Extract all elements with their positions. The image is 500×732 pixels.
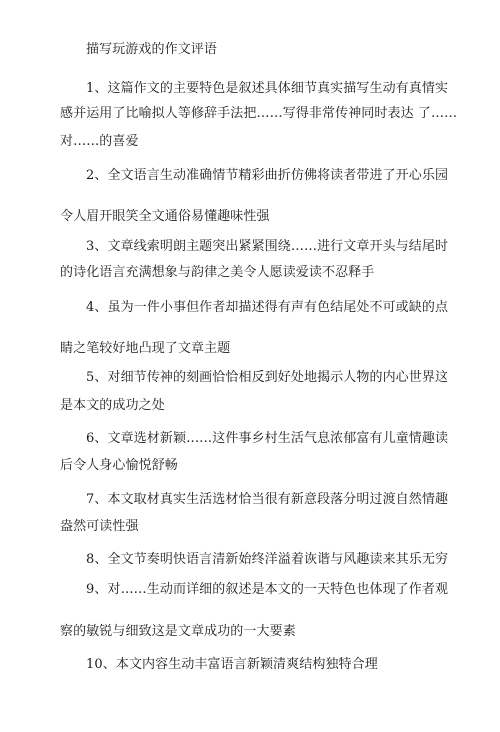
comment-6-line-2: 后令人身心愉悦舒畅 [60,458,178,473]
comment-1-line-3: 对……的喜爱 [60,134,139,149]
comment-8-line-1: 8、全文节奏明快语言清新始终洋溢着诙谐与风趣读来其乐无穷 [86,552,449,567]
comment-7-line-1: 7、本文取材真实生活选材恰当很有新意段落分明过渡自然情趣 [86,492,449,507]
comment-4-line-1: 4、虽为一件小事但作者却描述得有声有色结尾处不可或缺的点 [86,300,449,315]
comment-9-line-2: 察的敏锐与细致这是文章成功的一大要素 [60,624,296,639]
comment-1-line-2: 感并运用了比喻拟人等修辞手法把……写得非常传神同时表达 了…… [60,106,458,121]
comment-5-line-1: 5、对细节传神的刻画恰恰相反到好处地揭示人物的内心世界这 [86,370,449,385]
comment-1-line-1: 1、这篇作文的主要特色是叙述具体细节真实描写生动有真情实 [86,81,449,96]
comment-4-line-2: 睛之笔较好地凸现了文章主题 [60,341,231,356]
comment-3-line-1: 3、文章线索明朗主题突出紧紧围绕……进行文章开头与结尾时 [86,239,449,254]
comment-2-line-2: 令人眉开眼笑全文通俗易懂趣味性强 [60,209,270,224]
comment-9-line-1: 9、对……生动而详细的叙述是本文的一天特色也体现了作者观 [86,582,449,597]
comment-7-line-2: 盎然可读性强 [60,519,139,534]
comment-5-line-2: 是本文的成功之处 [60,398,165,413]
comment-3-line-2: 的诗化语言充满想象与韵律之美令人愿读爱读不忍释手 [60,265,375,280]
comment-10-line-1: 10、本文内容生动丰富语言新颖清爽结构独特合理 [86,657,378,672]
document-title: 描写玩游戏的作文评语 [86,42,218,57]
comment-2-line-1: 2、全文语言生动准确情节精彩曲折仿佛将读者带进了开心乐园 [86,168,449,183]
comment-6-line-1: 6、文章选材新颖……这件事乡村生活气息浓郁富有儿童情趣读 [86,431,449,446]
